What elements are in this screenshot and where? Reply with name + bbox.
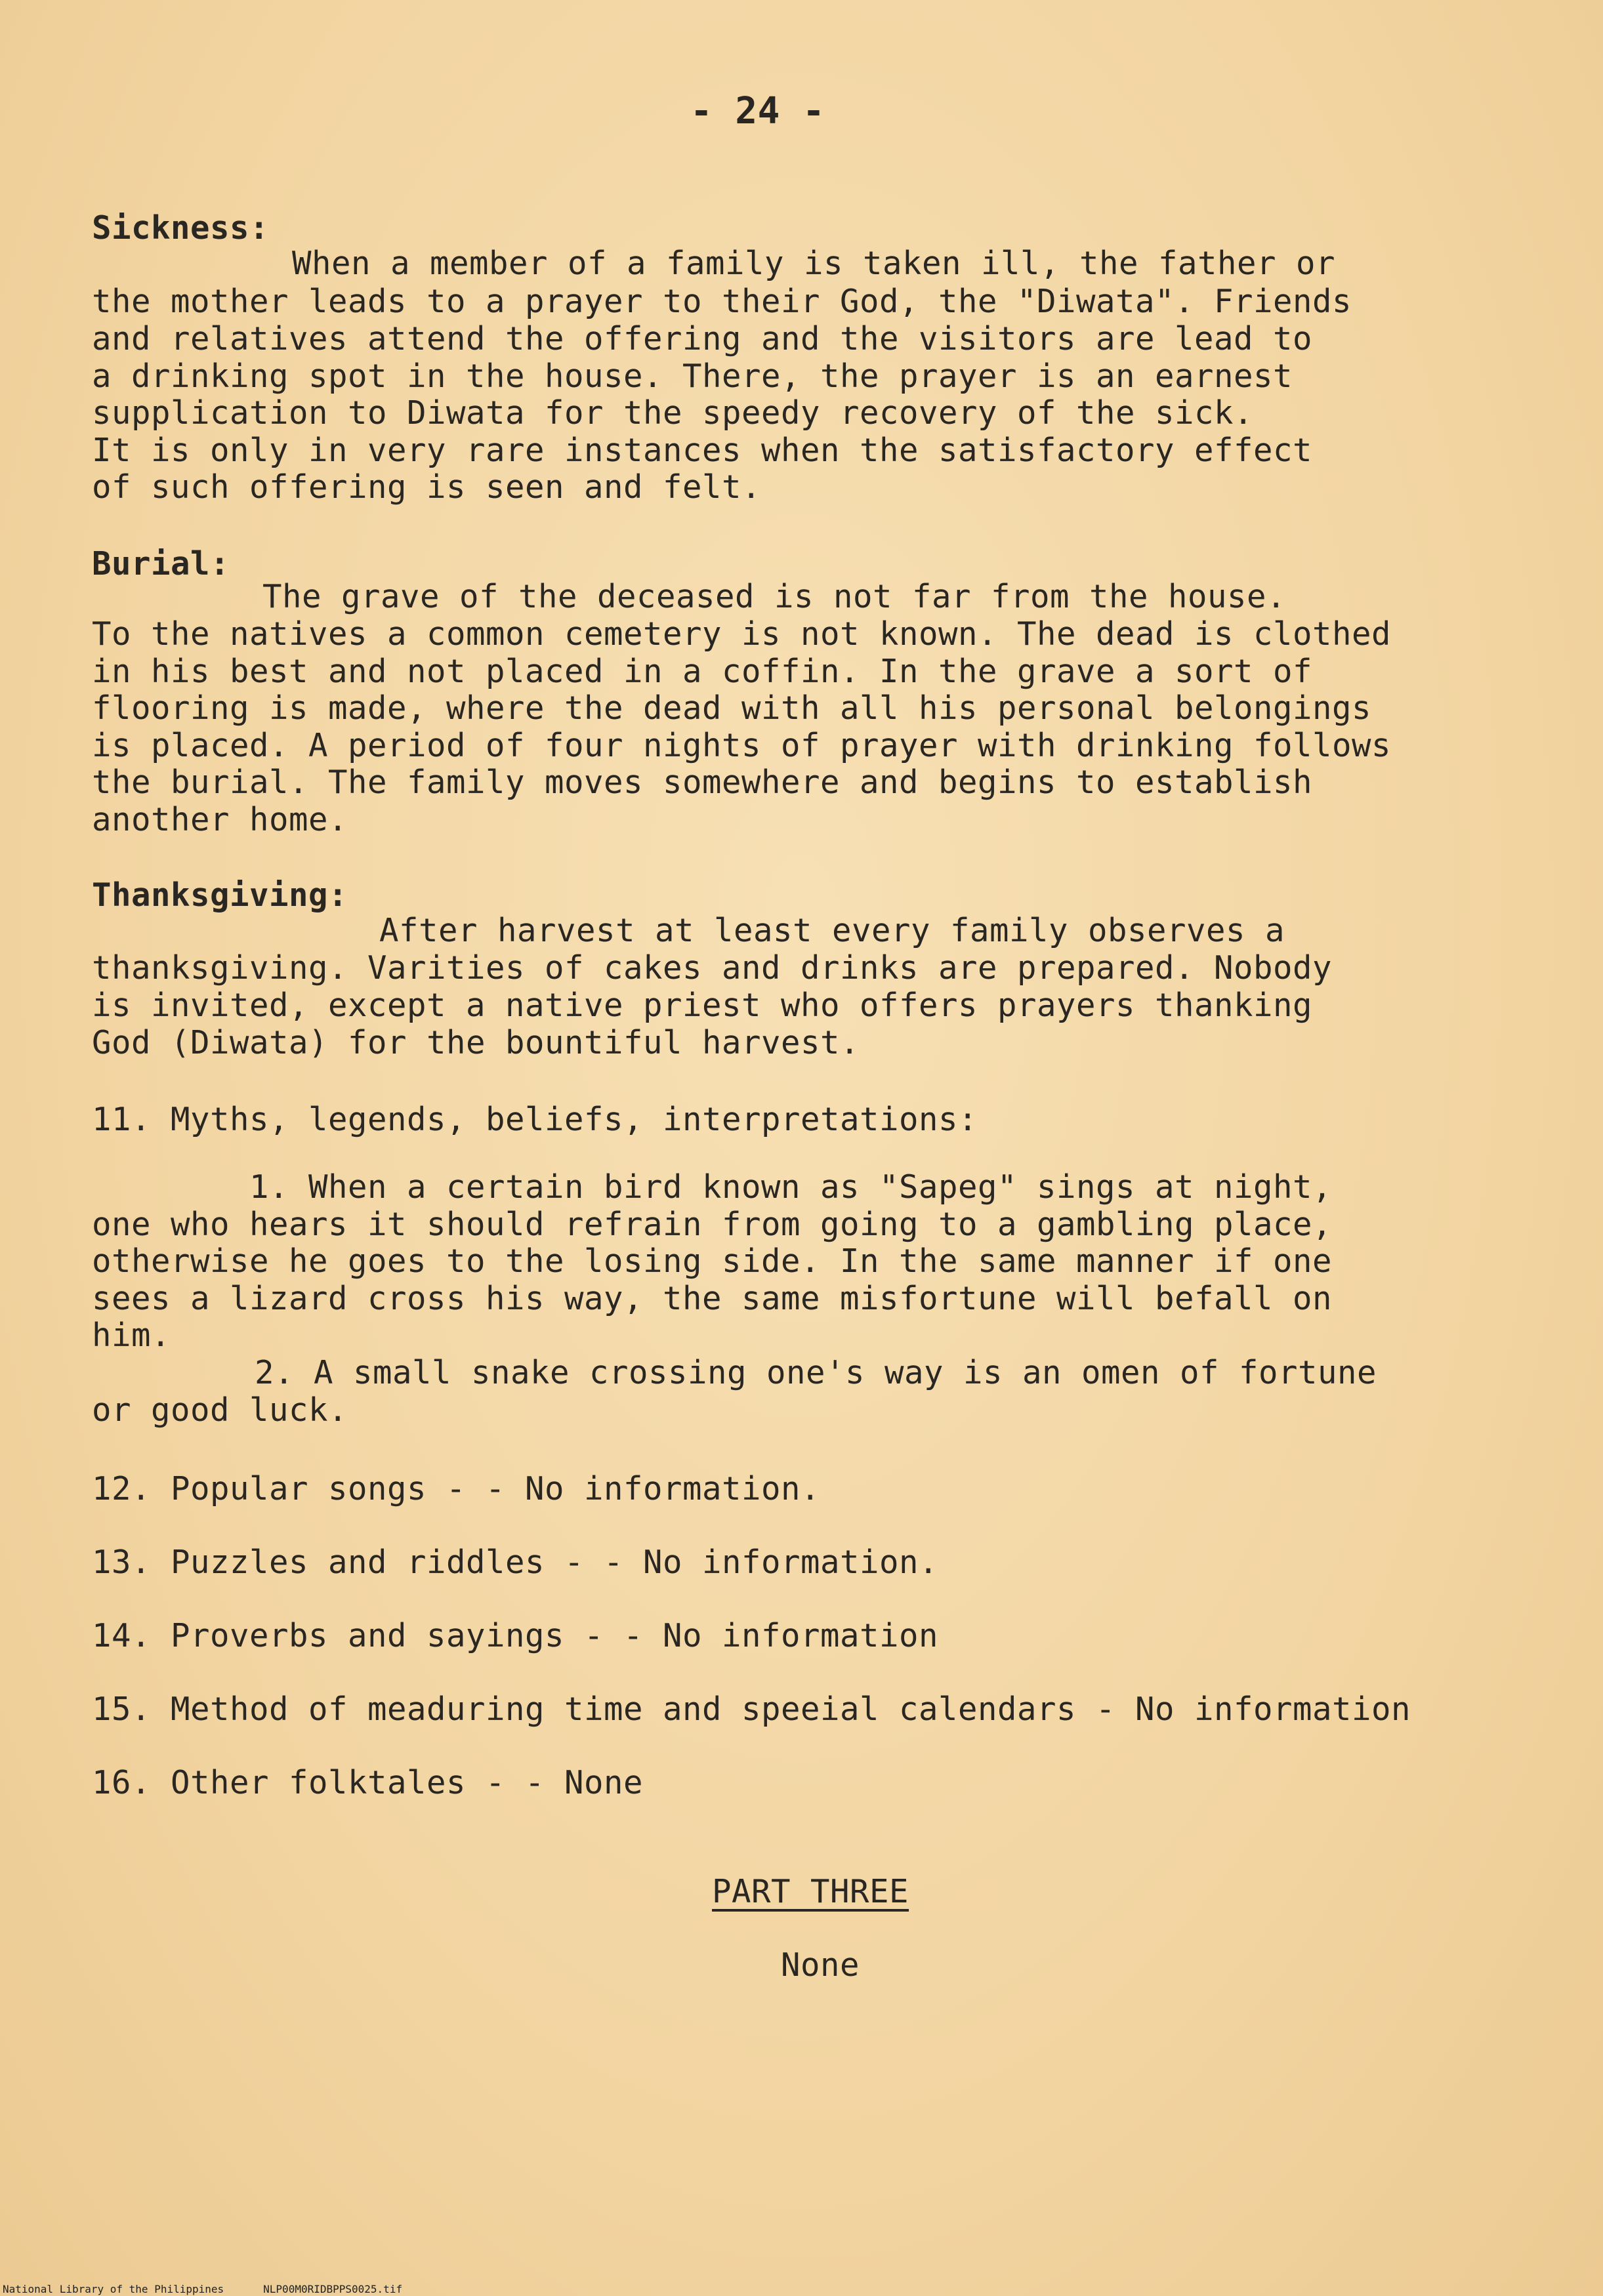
paragraph-line: another home. (92, 801, 348, 838)
scan-footer (3, 2283, 442, 2295)
paragraph-line: a drinking spot in the house. There, the prayer is an earnest (92, 358, 1293, 395)
paragraph-line: It is only in very rare instances when the satisfactory effect (92, 432, 1313, 469)
paragraph-line: the mother leads to a prayer to their God, the "Diwata". Friends (92, 283, 1352, 320)
list-item-line: him. (92, 1317, 171, 1354)
paragraph-line: The grave of the deceased is not far from the house. (262, 578, 1287, 615)
numbered-item: 15. Method of meaduring time and speeial calendars - No information (92, 1691, 1411, 1728)
paragraph-line: of such offering is seen and felt. (92, 468, 762, 506)
paragraph-line: and relatives attend the offering and the visitors are lead to (92, 320, 1313, 358)
list-item-line: 2. A small snake crossing one's way is an omen of fortune (255, 1354, 1377, 1391)
section-heading-thanksgiving: Thanksgiving: (92, 876, 348, 914)
numbered-item: 16. Other folktales - - None (92, 1764, 644, 1801)
page-number: - 24 - (690, 90, 825, 133)
paragraph-line: flooring is made, where the dead with all his personal belongings (92, 689, 1372, 727)
numbered-item: 12. Popular songs - - No information. (92, 1470, 821, 1507)
paragraph-line: To the natives a common cemetery is not known. The dead is clothed (92, 615, 1392, 653)
paragraph-line: After harvest at least every family observes a (379, 912, 1285, 949)
list-item-line: 1. When a certain bird known as "Sapeg" sings at night, (249, 1168, 1333, 1206)
list-item-line: or good luck. (92, 1391, 348, 1429)
paragraph-line: thanksgiving. Varities of cakes and drinks are prepared. Nobody (92, 949, 1333, 987)
list-item-line: sees a lizard cross his way, the same misfortune will befall on (92, 1280, 1333, 1317)
numbered-item: 14. Proverbs and sayings - - No information (92, 1617, 939, 1654)
list-item-line: one who hears it should refrain from going to a gambling place, (92, 1206, 1333, 1243)
section-heading-burial: Burial: (92, 545, 230, 583)
paragraph-line: is invited, except a native priest who offers prayers thanking (92, 987, 1313, 1024)
paragraph-line: the burial. The family moves somewhere and begins to establish (92, 764, 1313, 801)
paragraph-line: supplication to Diwata for the speedy recovery of the sick. (92, 394, 1254, 432)
numbered-item: 13. Puzzles and riddles - - No information. (92, 1544, 939, 1581)
paragraph-line: When a member of a family is taken ill, the father or (292, 245, 1336, 282)
part-three-heading: PART THREE (712, 1873, 909, 1910)
part-three-body: None (781, 1946, 860, 1984)
footer-library: National Library of the Philippines (3, 2283, 224, 2295)
paragraph-line: in his best and not placed in a coffin. In the grave a sort of (92, 653, 1313, 690)
section-heading-sickness: Sickness: (92, 209, 270, 247)
paragraph-line: is placed. A period of four nights of prayer with drinking follows (92, 727, 1392, 764)
paragraph-line: God (Diwata) for the bountiful harvest. (92, 1024, 860, 1061)
footer-file: NLP00M0RIDBPPS0025.tif (263, 2283, 403, 2295)
section-heading-myths: 11. Myths, legends, beliefs, interpretations: (92, 1101, 978, 1138)
list-item-line: otherwise he goes to the losing side. In the same manner if one (92, 1242, 1333, 1280)
